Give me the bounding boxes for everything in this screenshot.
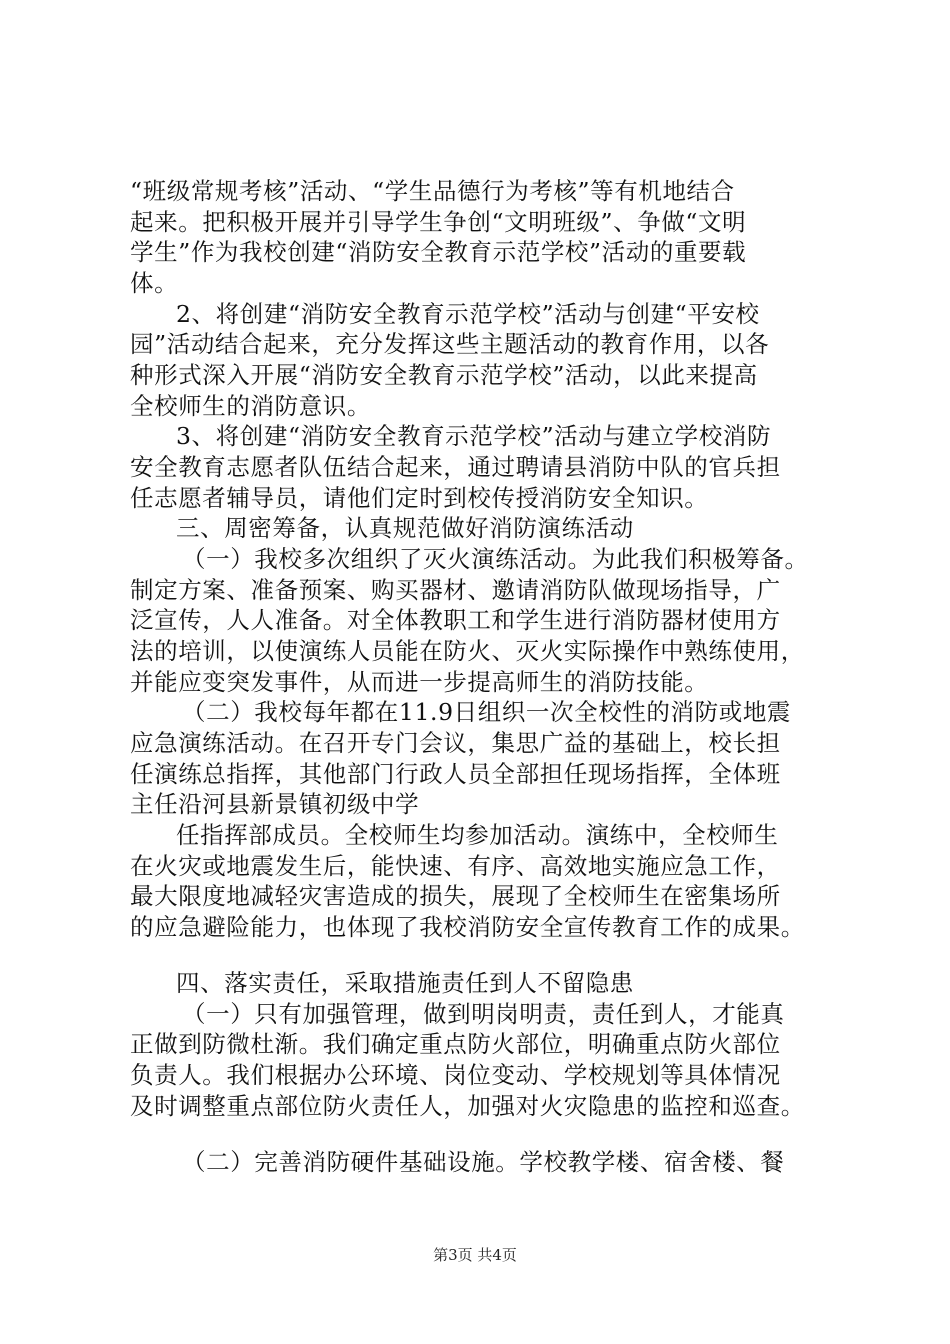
text-line: 3、将创建“消防安全教育示范学校”活动与建立学校消防 (176, 422, 772, 450)
text-line: （一）我校多次组织了灭火演练活动。为此我们积极筹备。 (182, 545, 809, 573)
text-line: 最大限度地减轻灾害造成的损失，展现了全校师生在密集场所 (130, 882, 781, 910)
text-line: 学生”作为我校创建“消防安全教育示范学校”活动的重要载 (130, 238, 747, 266)
text-line: 的应急避险能力，也体现了我校消防安全宣传教育工作的成果。 (130, 913, 805, 941)
text-line: 2、将创建“消防安全教育示范学校”活动与创建“平安校 (176, 300, 760, 328)
text-line: 泛宣传，人人准备。对全体教职工和学生进行消防器材使用方 (130, 606, 781, 634)
text-line: 负责人。我们根据办公环境、岗位变动、学校规划等具体情况 (130, 1061, 781, 1089)
text-line: 安全教育志愿者队伍结合起来，通过聘请县消防中队的官兵担 (130, 453, 781, 481)
text-line: 制定方案、准备预案、购买器材、邀请消防队做现场指导，广 (130, 576, 781, 604)
text-line: 及时调整重点部位防火责任人，加强对火灾隐患的监控和巡查。 (130, 1092, 805, 1120)
text-line: 全校师生的消防意识。 (130, 392, 371, 420)
page-number: 第3页 共4页 (433, 1246, 517, 1264)
text-line: （二）我校每年都在11.9日组织一次全校性的消防或地震 (182, 698, 792, 726)
text-line: 任指挥部成员。全校师生均参加活动。演练中，全校师生 (176, 821, 779, 849)
text-line: 在火灾或地震发生后，能快速、有序、高效地实施应急工作， (130, 852, 781, 880)
text-line: 任演练总指挥，其他部门行政人员全部担任现场指挥，全体班 (130, 760, 781, 788)
text-line: 法的培训，以使演练人员能在防火、灭火实际操作中熟练使用， (130, 637, 805, 665)
section-heading: 三、周密筹备，认真规范做好消防演练活动 (176, 514, 634, 542)
text-line: （二）完善消防硬件基础设施。学校教学楼、宿舍楼、餐 (182, 1148, 785, 1176)
text-line: （一）只有加强管理，做到明岗明责，责任到人，才能真 (182, 1000, 785, 1028)
text-line: 应急演练活动。在召开专门会议，集思广益的基础上，校长担 (130, 729, 781, 757)
text-line: “班级常规考核”活动、“学生品德行为考核”等有机地结合 (130, 177, 735, 205)
text-line: 任志愿者辅导员，请他们定时到校传授消防安全知识。 (130, 484, 709, 512)
text-line: 起来。把积极开展并引导学生争创“文明班级”、争做“文明 (130, 208, 747, 236)
text-line: 种形式深入开展“消防安全教育示范学校”活动，以此来提高 (130, 361, 758, 389)
section-heading: 四、落实责任，采取措施责任到人不留隐患 (176, 969, 634, 997)
text-line: 并能应变突发事件，从而进一步提高师生的消防技能。 (130, 668, 709, 696)
text-line: 体。 (130, 269, 179, 297)
text-line: 正做到防微杜渐。我们确定重点防火部位，明确重点防火部位 (130, 1030, 781, 1058)
text-line: 园”活动结合起来，充分发挥这些主题活动的教育作用，以各 (130, 330, 770, 358)
text-line: 主任沿河县新景镇初级中学 (130, 790, 420, 818)
